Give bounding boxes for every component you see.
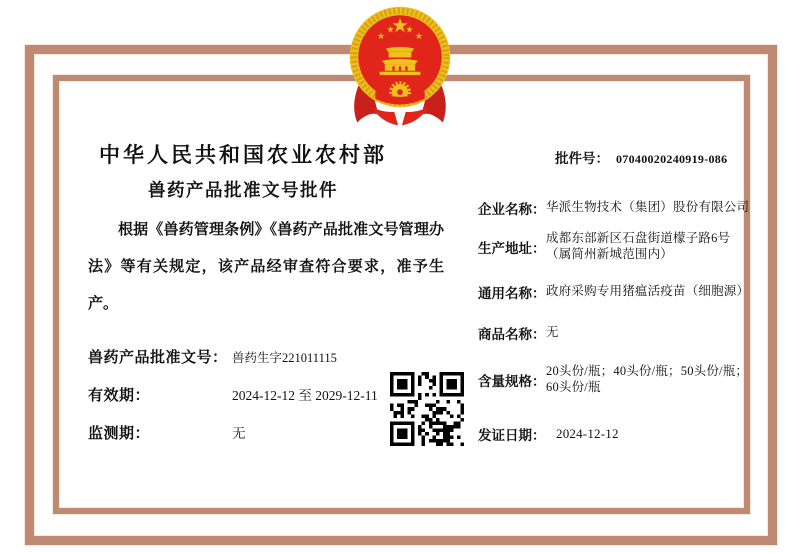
field-label: 发证日期： (478, 428, 546, 443)
field-label: 兽药产品批准文号： (88, 349, 228, 366)
field-value: 无 (546, 325, 559, 340)
field-label: 商品名称： (478, 327, 546, 342)
approval-number-row (555, 147, 727, 167)
field-content-specification (478, 364, 754, 395)
header (88, 139, 398, 202)
field-generic-name (478, 276, 754, 307)
field-value: 2024-12-12 (556, 426, 619, 442)
field-trade-name (478, 323, 754, 343)
field-label: 企业名称： (478, 201, 546, 217)
field-label: 生产地址： (478, 240, 546, 256)
national-emblem-icon (343, 2, 457, 131)
field-value: 华派生物技术（集团）股份有限公司 (546, 199, 750, 214)
field-production-address (478, 231, 754, 262)
field-value: 兽药生字221011115 (232, 351, 337, 365)
field-approval-doc-number (88, 346, 337, 367)
field-value: 20头份/瓶；40头份/瓶；50头份/瓶；60头份/瓶 (546, 364, 749, 394)
field-label: 通用名称： (478, 285, 546, 301)
field-label: 监测期： (88, 425, 151, 442)
field-monitoring-period (88, 422, 246, 443)
field-label: 有效期： (88, 387, 151, 404)
field-label: 含量规格： (478, 373, 546, 389)
field-value: 2024-12-12 至 2029-12-11 (232, 388, 378, 403)
field-value: 成都东部新区石盘街道檬子路6号（属简州新城范围内） (546, 231, 731, 261)
certificate-subtitle: 兽药产品批准文号批件 (148, 180, 338, 200)
ministry-title: 中华人民共和国农业农村部 (99, 143, 387, 167)
field-value: 无 (232, 426, 246, 441)
approval-number-label: 批件号： (555, 151, 609, 166)
field-company-name (478, 192, 754, 223)
field-issue-date (478, 424, 754, 444)
approval-number-value: 07040020240919-086 (616, 152, 728, 166)
body-paragraph: 根据《兽药管理条例》《兽药产品批准文号管理办法》等有关规定，该产品经审查符合要求，准予生产。 (88, 221, 444, 312)
qr-code-icon (390, 372, 464, 446)
field-validity-period (88, 384, 378, 405)
field-value: 政府采购专用猪瘟活疫苗（细胞源） (546, 283, 750, 298)
